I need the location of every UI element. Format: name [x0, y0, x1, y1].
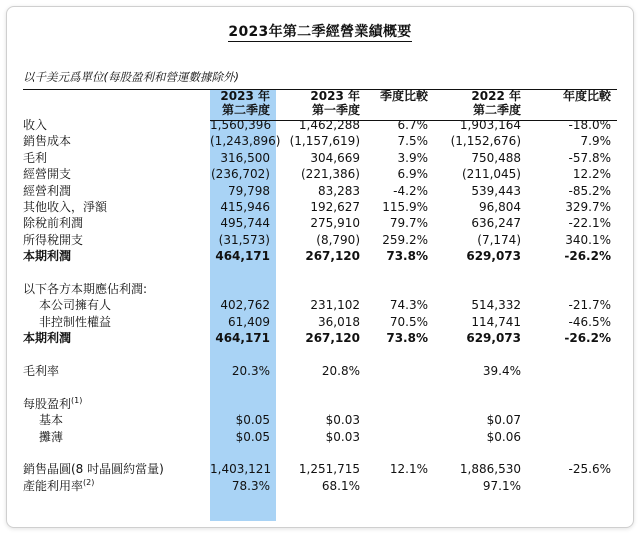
cell: $0.07	[486, 413, 521, 428]
cell: -25.6%	[568, 462, 611, 477]
table-row	[23, 297, 617, 313]
cell: 70.5%	[389, 314, 428, 329]
cell: -4.2%	[393, 183, 428, 198]
cell: 1,462,288	[298, 118, 360, 132]
cell: 267,120	[305, 331, 360, 346]
cell: -26.2%	[564, 331, 611, 346]
cell: 3.9%	[397, 150, 428, 165]
cell: 36,018	[318, 314, 360, 329]
cell: (1,243,896)	[210, 134, 281, 149]
cell	[210, 396, 276, 412]
cell: 61,409	[228, 314, 270, 329]
footnote-marker: (1)	[71, 395, 83, 405]
row-label: 本期利潤	[23, 249, 72, 264]
cell: 7.5%	[397, 134, 428, 149]
header-col-3: 季度比較	[379, 89, 428, 103]
cell: 39.4%	[482, 364, 521, 379]
table-row	[23, 166, 617, 182]
cell: 73.8%	[386, 249, 428, 264]
cell: 304,669	[310, 150, 360, 165]
cell: 79.7%	[389, 216, 428, 231]
cell: 514,332	[471, 298, 521, 313]
table-row	[23, 232, 617, 248]
row-label: 攤薄	[39, 429, 64, 444]
cell: 636,247	[471, 216, 521, 231]
cell	[364, 396, 432, 412]
cell	[525, 412, 617, 428]
cell: 1,560,396	[210, 118, 272, 132]
cell: 259.2%	[382, 232, 428, 247]
row-label: 本期利潤	[23, 331, 72, 346]
cell: 1,903,164	[459, 118, 521, 132]
cell: 316,500	[220, 150, 270, 165]
cell: -22.1%	[568, 216, 611, 231]
cell: 6.7%	[397, 118, 428, 132]
table-row	[23, 150, 617, 166]
header-col-2-sub: 第一季度	[311, 103, 360, 117]
cell	[364, 412, 432, 428]
cell: 12.1%	[389, 462, 428, 477]
cell: 231,102	[310, 298, 360, 313]
row-label: 銷售成本	[23, 134, 72, 149]
row-label: 本公司擁有人	[39, 298, 112, 313]
cell: 79,798	[228, 183, 270, 198]
cell: (221,386)	[301, 167, 360, 182]
header-col-1: 2023 年	[220, 89, 270, 103]
cell: 68.1%	[321, 478, 360, 493]
cell: 74.3%	[389, 298, 428, 313]
row-label: 基本	[39, 413, 64, 428]
cell: 629,073	[466, 331, 521, 346]
cell: -21.7%	[568, 298, 611, 313]
cell: $0.03	[325, 429, 360, 444]
row-label: 經營開支	[23, 167, 72, 182]
header-bottom-rule	[210, 120, 617, 121]
header-col-1-sub: 第二季度	[221, 103, 270, 117]
row-label: 經營利潤	[23, 183, 72, 198]
header-col-4-sub: 第二季度	[472, 103, 521, 117]
cell: (211,045)	[462, 167, 521, 182]
document-frame	[6, 6, 634, 528]
cell: 192,627	[310, 200, 360, 215]
table-row	[23, 133, 617, 149]
cell: 750,488	[471, 150, 521, 165]
cell: 275,910	[310, 216, 360, 231]
cell	[364, 281, 432, 297]
header-col-2: 2023 年	[310, 89, 360, 103]
cell: -26.2%	[564, 249, 611, 264]
cell: (7,174)	[477, 232, 521, 247]
cell	[525, 281, 617, 297]
row-label: 每股盈利$^{(1)}$	[23, 395, 83, 411]
header-col-5-sub	[525, 103, 617, 117]
cell: -46.5%	[568, 314, 611, 329]
cell: (1,157,619)	[289, 134, 360, 149]
cell: 1,886,530	[459, 462, 521, 477]
cell: 329.7%	[565, 200, 611, 215]
row-label: 收入	[23, 118, 48, 132]
table-row	[23, 461, 617, 477]
cell: 7.9%	[580, 134, 611, 149]
cell: 495,744	[220, 216, 270, 231]
cell: 464,171	[215, 249, 270, 264]
cell: 629,073	[466, 249, 521, 264]
cell: 340.1%	[565, 232, 611, 247]
cell: (31,573)	[218, 232, 270, 247]
cell: (1,152,676)	[450, 134, 521, 149]
results-table	[23, 89, 617, 494]
cell: $0.03	[325, 413, 360, 428]
table-row	[23, 429, 617, 445]
header-col-4: 2022 年	[471, 89, 521, 103]
cell: 267,120	[305, 249, 360, 264]
cell	[364, 478, 432, 494]
cell: -57.8%	[568, 150, 611, 165]
cell	[276, 396, 364, 412]
table-row	[23, 478, 617, 494]
header-col-3-sub	[364, 103, 432, 117]
cell: -85.2%	[568, 183, 611, 198]
cell: 464,171	[215, 331, 270, 346]
cell: 83,283	[318, 183, 360, 198]
cell: 78.3%	[231, 478, 270, 493]
cell	[364, 363, 432, 379]
header-row-2	[23, 103, 617, 117]
table-row	[23, 412, 617, 428]
cell: 539,443	[471, 183, 521, 198]
table-row	[23, 363, 617, 379]
spacer-row	[23, 445, 617, 461]
spacer-row	[23, 379, 617, 395]
cell: (8,790)	[316, 232, 360, 247]
spacer-row	[23, 347, 617, 363]
row-label: 銷售晶圓(8 吋晶圓約當量)	[23, 462, 164, 477]
row-label: 毛利率	[23, 364, 60, 379]
cell	[432, 281, 525, 297]
header-row-1	[23, 89, 617, 103]
cell: $0.06	[486, 429, 521, 444]
table-row	[23, 183, 617, 199]
report-title: 2023年第二季經營業績概要	[228, 24, 412, 40]
cell: 20.3%	[231, 364, 270, 379]
cell: 96,804	[479, 200, 521, 215]
table-row	[23, 314, 617, 330]
row-label: 毛利	[23, 150, 48, 165]
cell: $0.05	[235, 429, 270, 444]
table-row	[23, 396, 617, 412]
spacer-row	[23, 265, 617, 281]
cell	[364, 429, 432, 445]
table-row	[23, 281, 617, 297]
cell: 1,251,715	[298, 462, 360, 477]
cell	[210, 281, 276, 297]
cell: 97.1%	[482, 478, 521, 493]
row-label: 產能利用率$^{(2)}$	[23, 477, 95, 493]
cell: 115.9%	[382, 200, 428, 215]
table-row-total	[23, 248, 617, 264]
table-top-rule	[23, 89, 617, 90]
cell: 6.9%	[397, 167, 428, 182]
row-label: 非控制性權益	[39, 314, 112, 329]
cell: 114,741	[471, 314, 521, 329]
cell: 20.8%	[321, 364, 360, 379]
cell	[525, 429, 617, 445]
table-row	[23, 215, 617, 231]
unit-note: 以千美元爲單位(每股盈利和營運數據除外)	[23, 70, 239, 84]
cell	[525, 478, 617, 494]
cell: 415,946	[220, 200, 270, 215]
cell: 402,762	[220, 298, 270, 313]
row-label: 其他收入，淨額	[23, 200, 108, 215]
header-col-5: 年度比較	[562, 89, 611, 103]
table-row	[23, 199, 617, 215]
cell: -18.0%	[568, 118, 611, 132]
section-label: 以下各方本期應佔利潤:	[23, 282, 148, 297]
cell: 73.8%	[386, 331, 428, 346]
table-row-total	[23, 330, 617, 346]
cell: $0.05	[235, 413, 270, 428]
row-label: 所得稅開支	[23, 232, 84, 247]
cell	[276, 281, 364, 297]
row-label: 除稅前利潤	[23, 216, 84, 231]
cell	[525, 363, 617, 379]
footnote-marker: (2)	[83, 477, 95, 487]
cell	[432, 396, 525, 412]
cell: (236,702)	[211, 167, 270, 182]
cell	[525, 396, 617, 412]
cell: 12.2%	[572, 167, 611, 182]
cell: 1,403,121	[210, 462, 272, 477]
